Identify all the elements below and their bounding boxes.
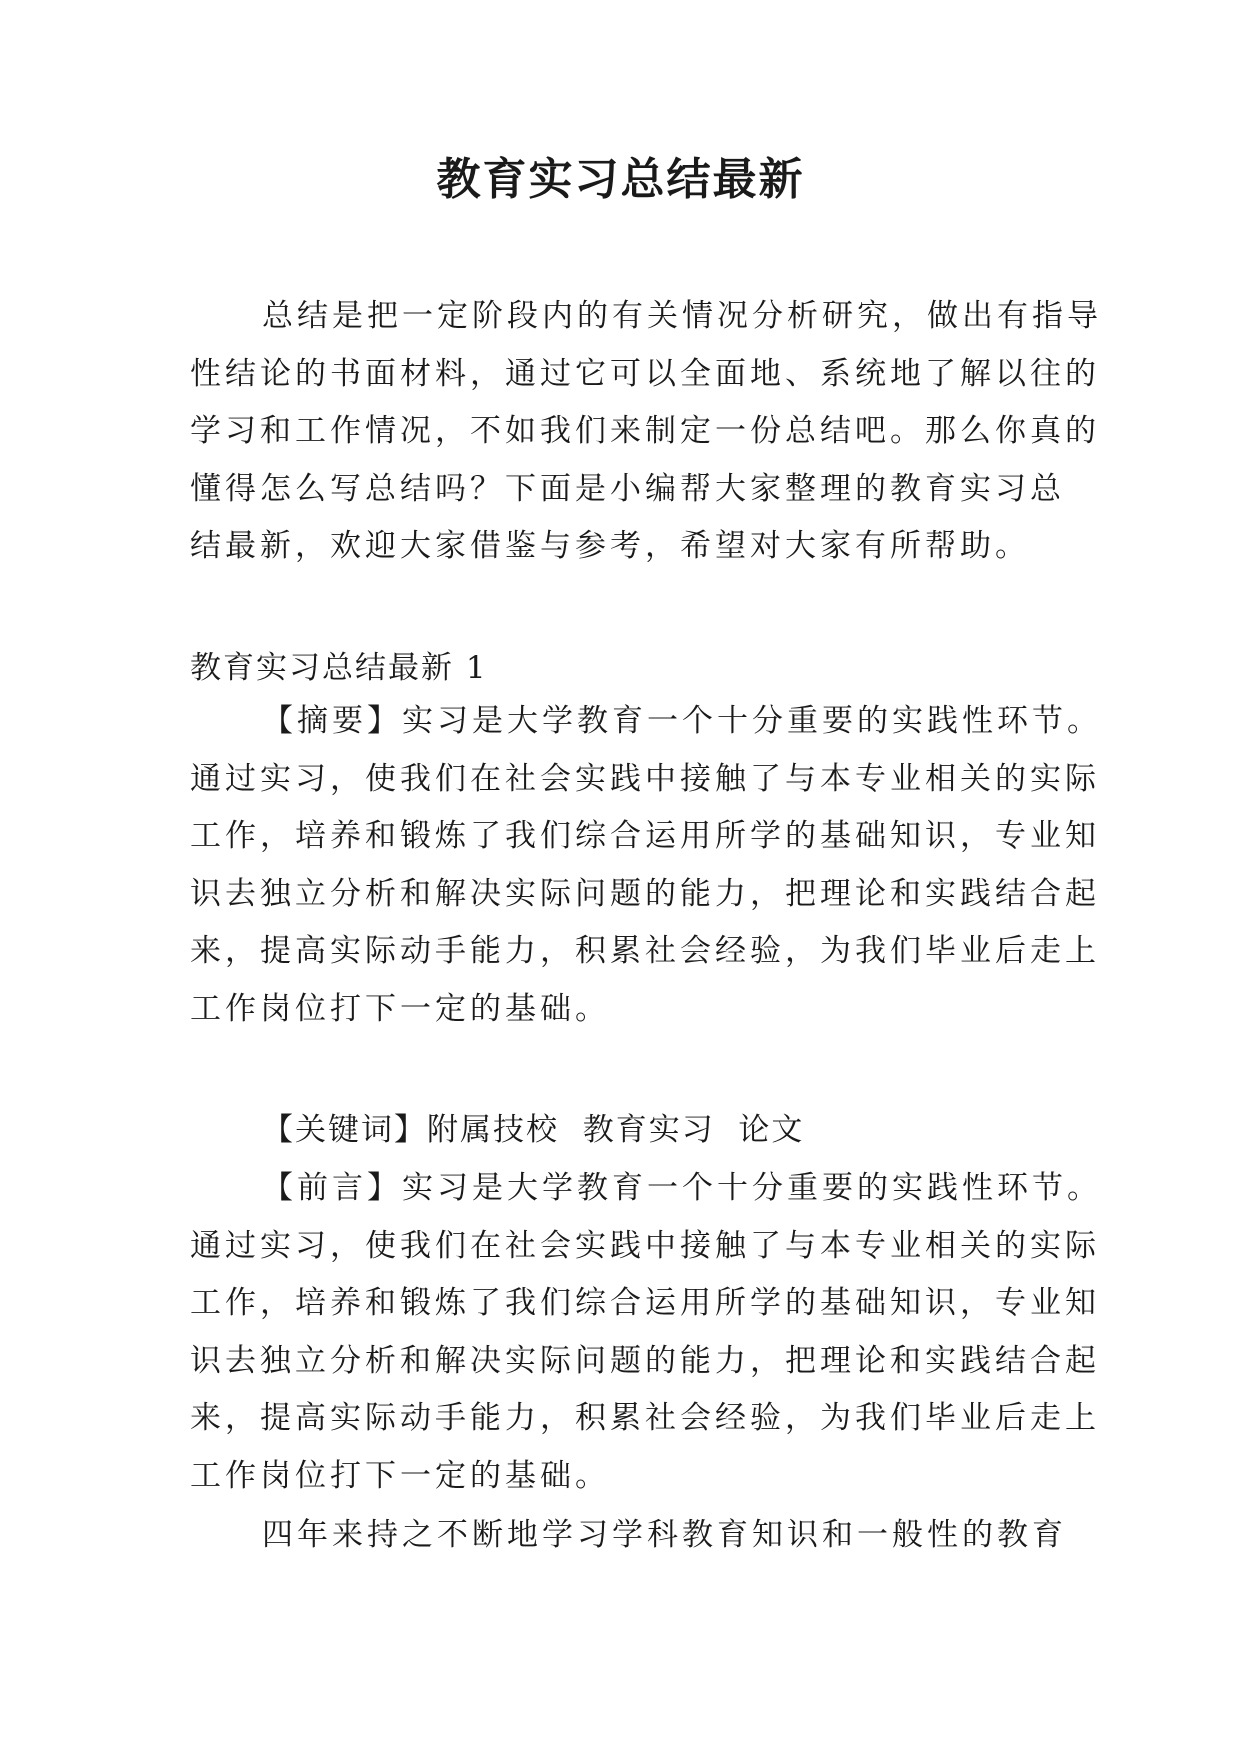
preface-line: 通过实习，使我们在社会实践中接触了与本专业相关的实际 <box>190 1227 1100 1264</box>
preface-line: 来，提高实际动手能力，积累社会经验，为我们毕业后走上 <box>190 1400 1100 1436</box>
preface-line: 【前言】实习是大学教育一个十分重要的实践性环节。 <box>262 1170 1102 1206</box>
intro-line: 懂得怎么写总结吗？下面是小编帮大家整理的教育实习总 <box>190 470 1065 507</box>
preface-paragraph <box>190 1160 1102 1505</box>
keywords-paragraph <box>190 1102 1070 1160</box>
preface-line: 工作，培养和锻炼了我们综合运用所学的基础知识，专业知 <box>190 1285 1100 1321</box>
abstract-line: 工作，培养和锻炼了我们综合运用所学的基础知识，专业知 <box>190 818 1100 854</box>
intro-line: 性结论的书面材料，通过它可以全面地、系统地了解以往的 <box>190 355 1100 392</box>
intro-paragraph <box>190 288 1102 576</box>
abstract-line: 来，提高实际动手能力，积累社会经验，为我们毕业后走上 <box>190 933 1100 969</box>
section-heading <box>190 640 1070 698</box>
keywords-line: 【关键词】附属技校 教育实习 论文 <box>262 1112 805 1148</box>
document-title: 教育实习总结最新 <box>436 154 805 205</box>
abstract-line: 工作岗位打下一定的基础。 <box>190 990 610 1027</box>
abstract-line: 识去独立分析和解决实际问题的能力，把理论和实践结合起 <box>190 875 1100 912</box>
preface-line: 工作岗位打下一定的基础。 <box>190 1457 610 1494</box>
body-line: 四年来持之不断地学习学科教育知识和一般性的教育 <box>262 1517 1067 1553</box>
body-paragraph <box>190 1507 1070 1565</box>
intro-line: 总结是把一定阶段内的有关情况分析研究，做出有指导 <box>262 298 1102 334</box>
abstract-line: 通过实习，使我们在社会实践中接触了与本专业相关的实际 <box>190 760 1100 797</box>
abstract-paragraph <box>190 693 1102 1038</box>
intro-line: 学习和工作情况，不如我们来制定一份总结吧。那么你真的 <box>190 413 1100 449</box>
intro-line: 结最新，欢迎大家借鉴与参考，希望对大家有所帮助。 <box>190 528 1030 564</box>
preface-line: 识去独立分析和解决实际问题的能力，把理论和实践结合起 <box>190 1342 1100 1379</box>
section-heading-text: 教育实习总结最新 1 <box>190 650 488 686</box>
abstract-line: 【摘要】实习是大学教育一个十分重要的实践性环节。 <box>262 703 1102 739</box>
